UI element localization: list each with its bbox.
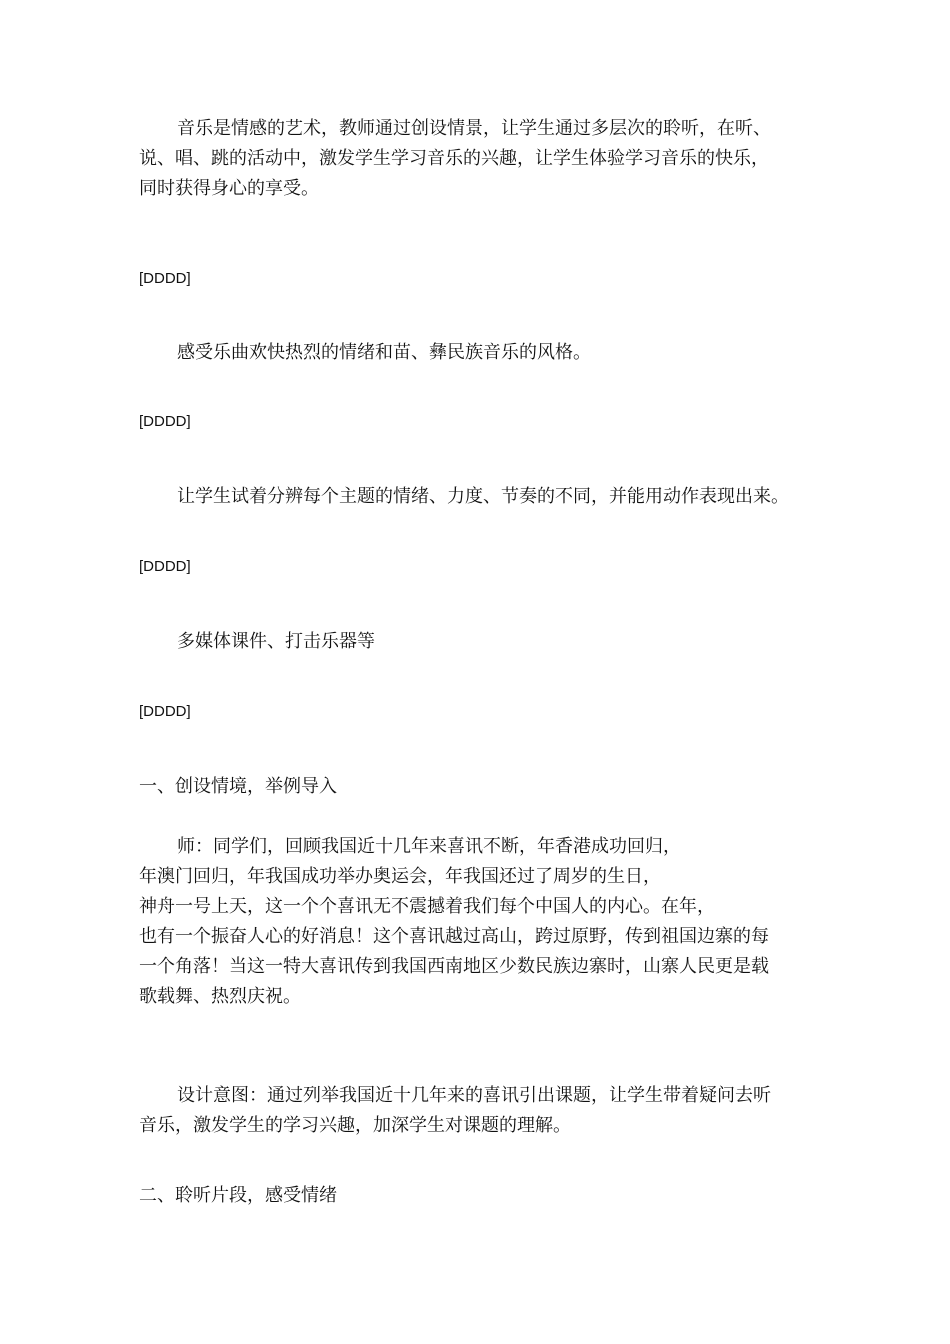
materials-paragraph bbox=[139, 627, 839, 657]
intro-paragraph bbox=[139, 114, 839, 204]
goal-paragraph-2 bbox=[139, 482, 839, 512]
teacher-line-1: 师：同学们，回顾我国近十几年来喜讯不断，年香港成功回归， bbox=[177, 836, 681, 857]
section-marker-2: [DDDD] bbox=[139, 413, 191, 430]
intro-line-3: 同时获得身心的享受。 bbox=[139, 178, 319, 199]
teacher-line-3: 神舟一号上天，这一个个喜讯无不震撼着我们每个中国人的内心。在年， bbox=[139, 896, 715, 917]
section-2-heading: 二、聆听片段，感受情绪 bbox=[139, 1185, 337, 1206]
goal-1-text: 感受乐曲欢快热烈的情绪和苗、彝民族音乐的风格。 bbox=[177, 342, 591, 363]
intro-line-1: 音乐是情感的艺术，教师通过创设情景，让学生通过多层次的聆听，在听、 bbox=[177, 118, 771, 139]
teacher-line-2: 年澳门回归，年我国成功举办奥运会，年我国还过了周岁的生日， bbox=[139, 866, 661, 887]
section-1-heading: 一、创设情境，举例导入 bbox=[139, 776, 337, 797]
section-marker-1: [DDDD] bbox=[139, 270, 191, 287]
teacher-line-4: 也有一个振奋人心的好消息！这个喜讯越过高山，跨过原野，传到祖国边寨的每 bbox=[139, 926, 769, 947]
design-line-1: 设计意图：通过列举我国近十几年来的喜讯引出课题，让学生带着疑问去听 bbox=[177, 1085, 771, 1106]
design-intent-paragraph bbox=[139, 1081, 839, 1141]
goal-2-text: 让学生试着分辨每个主题的情绪、力度、节奏的不同，并能用动作表现出来。 bbox=[177, 486, 789, 507]
intro-line-2: 说、唱、跳的活动中，激发学生学习音乐的兴趣，让学生体验学习音乐的快乐， bbox=[139, 148, 769, 169]
teacher-line-6: 歌载舞、热烈庆祝。 bbox=[139, 986, 301, 1007]
teacher-line-5: 一个角落！当这一特大喜讯传到我国西南地区少数民族边寨时，山寨人民更是载 bbox=[139, 956, 769, 977]
design-line-2: 音乐，激发学生的学习兴趣，加深学生对课题的理解。 bbox=[139, 1115, 571, 1136]
goal-paragraph-1 bbox=[139, 338, 839, 368]
section-marker-4: [DDDD] bbox=[139, 703, 191, 720]
teacher-paragraph bbox=[139, 832, 839, 1012]
section-marker-3: [DDDD] bbox=[139, 558, 191, 575]
materials-text: 多媒体课件、打击乐器等 bbox=[177, 631, 375, 652]
